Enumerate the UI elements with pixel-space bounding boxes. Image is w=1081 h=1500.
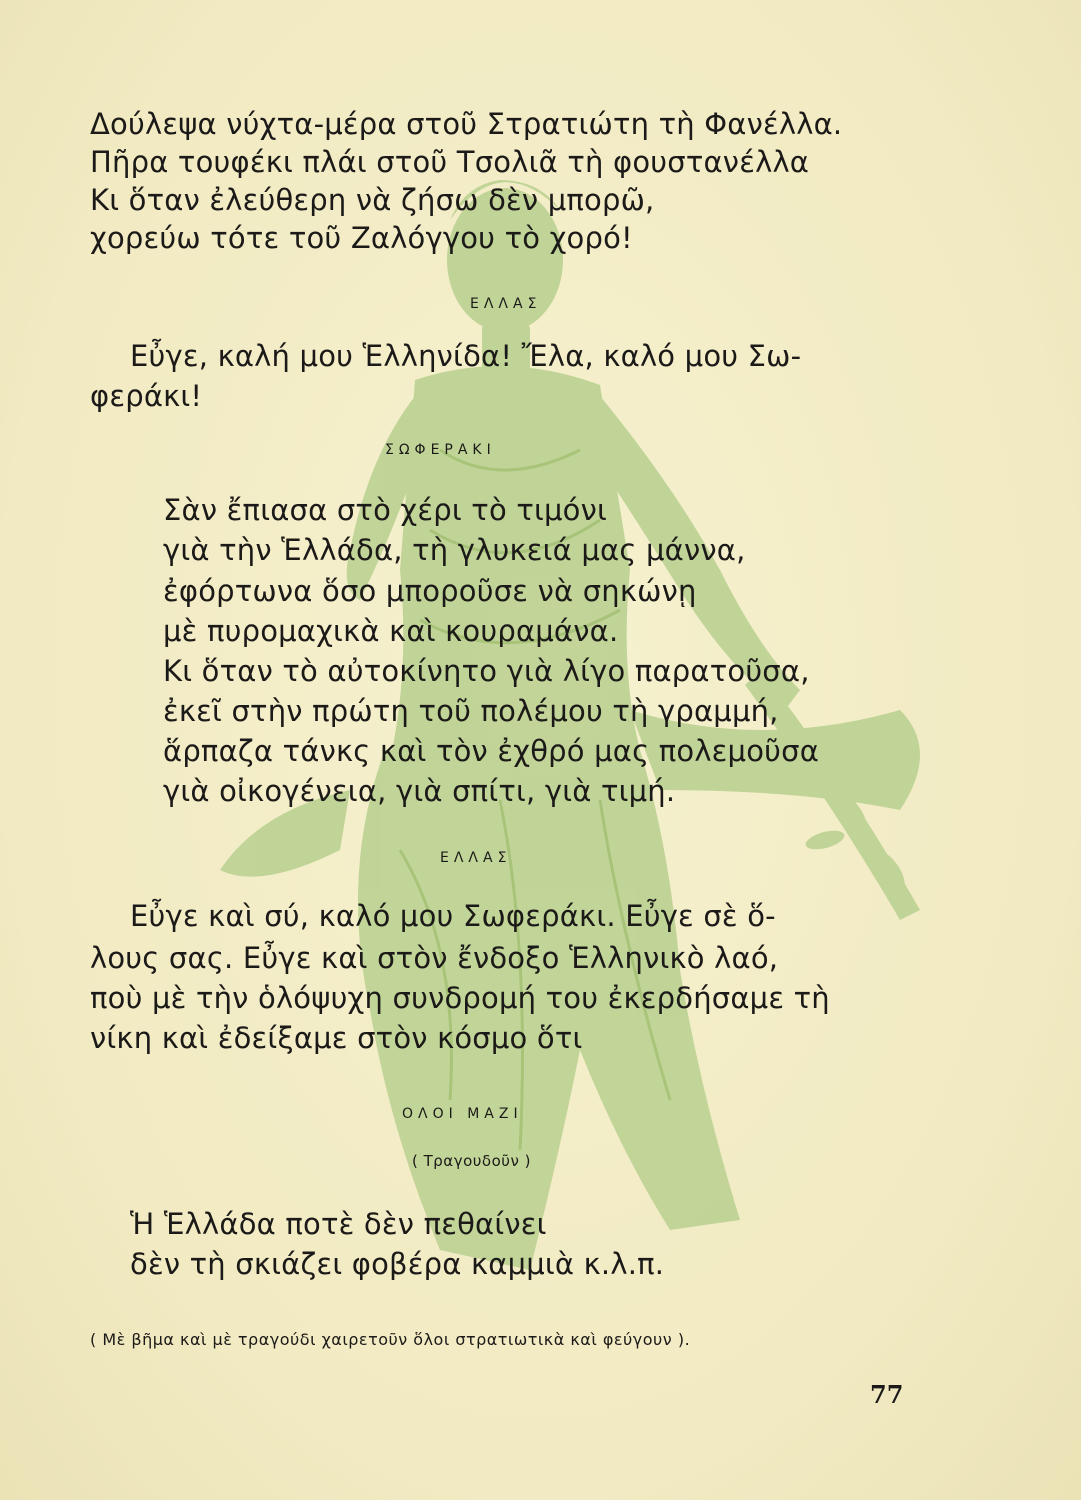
verse-line-1: Δούλεψα νύχτα-μέρα στοῦ Στρατιώτη τὴ Φανέλλα. <box>90 107 843 141</box>
stage-direction-singing: ( Τραγουδοῦν ) <box>412 1152 531 1170</box>
stage-direction-exit: ( Μὲ βῆμα καὶ μὲ τραγούδι χαιρετοῦν ὅλοι στρατιωτικὰ καὶ φεύγουν ). <box>90 1330 691 1349</box>
speaker-label-sofeRaki: ΣΩΦΕΡΑΚΙ <box>385 442 496 458</box>
speaker-label-ellas: ΕΛΛΑΣ <box>470 296 542 312</box>
verse-line-12: γιὰ οἰκογένεια, γιὰ σπίτι, γιὰ τιμή. <box>163 774 676 808</box>
verse-line-11: ἅρπαζα τάνκς καὶ τὸν ἐχθρό μας πολεμοῦσα <box>163 734 820 768</box>
song-line-1: Ἡ Ἑλλάδα ποτὲ δὲν πεθαίνει <box>130 1207 547 1241</box>
prose-line-4: λους σας. Εὖγε καὶ στὸν ἔνδοξο Ἑλληνικὸ λαό, <box>90 941 779 975</box>
verse-line-5: Σὰν ἔπιασα στὸ χέρι τὸ τιμόνι <box>163 493 608 527</box>
prose-line-1: Εὖγε, καλή μου Ἑλληνίδα! Ἔλα, καλό μου Σω- <box>130 339 802 373</box>
prose-line-6: νίκη καὶ ἐδείξαμε στὸν κόσμο ὅτι <box>90 1021 583 1055</box>
speaker-label-all: ΟΛΟΙ ΜΑΖΙ <box>402 1106 523 1122</box>
verse-line-6: γιὰ τὴν Ἑλλάδα, τὴ γλυκειά μας μάννα, <box>163 533 746 567</box>
speaker-label-ellas-2: ΕΛΛΑΣ <box>440 850 512 866</box>
verse-line-3: Κι ὅταν ἐλεύθερη νὰ ζήσω δὲν μπορῶ, <box>90 183 655 217</box>
verse-line-10: ἐκεῖ στὴν πρώτη τοῦ πολέμου τὴ γραμμή, <box>163 694 779 728</box>
prose-line-2: φεράκι! <box>90 379 203 413</box>
verse-line-7: ἐφόρτωνα ὅσο μποροῦσε νὰ σηκώνῃ <box>163 574 697 608</box>
song-line-2: δὲν τὴ σκιάζει φοβέρα καμμιὰ κ.λ.π. <box>130 1247 665 1281</box>
verse-line-2: Πῆρα τουφέκι πλάι στοῦ Τσολιᾶ τὴ φουστανέλλα <box>90 145 810 179</box>
prose-line-3: Εὖγε καὶ σύ, καλό μου Σωφεράκι. Εὖγε σὲ ὅ- <box>130 899 776 933</box>
verse-line-9: Κι ὅταν τὸ αὐτοκίνητο γιὰ λίγο παρατοῦσα, <box>163 654 810 688</box>
page-number: 77 <box>870 1380 904 1409</box>
verse-line-4: χορεύω τότε τοῦ Ζαλόγγου τὸ χορό! <box>90 221 633 255</box>
verse-line-8: μὲ πυρομαχικὰ καὶ κουραμάνα. <box>163 614 619 648</box>
prose-line-5: ποὺ μὲ τὴν ὁλόψυχη συνδρομή του ἐκερδήσαμε τὴ <box>90 981 830 1015</box>
